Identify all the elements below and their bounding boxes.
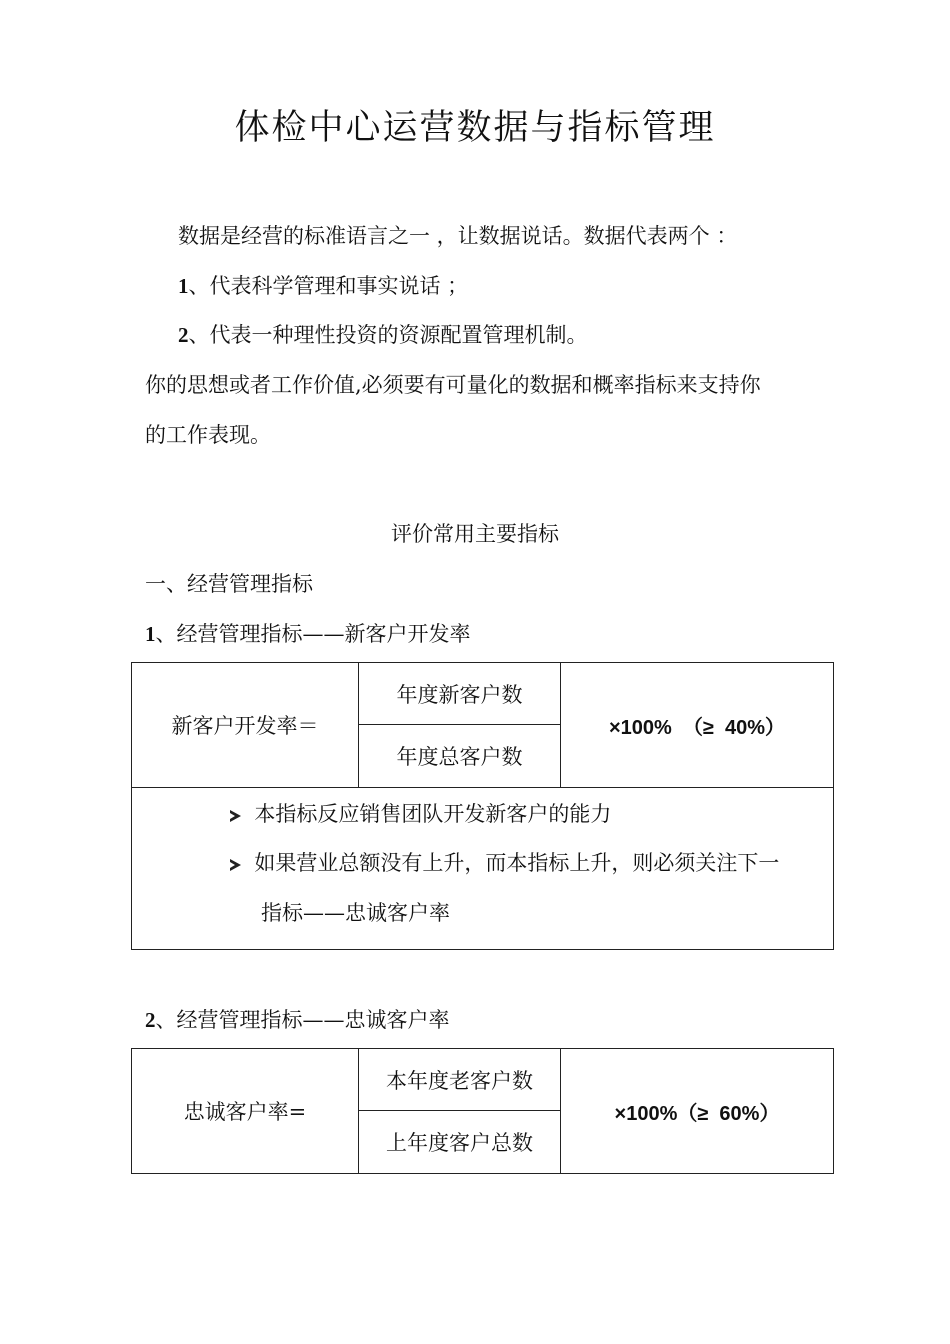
indicator-1-heading [145, 619, 471, 649]
note-text: 如果营业总额没有上升，而本指标上升，则必须关注下一 [254, 851, 780, 875]
formula-ratio: ×100%（≥ 60%） [561, 1049, 834, 1174]
point-1-text: 、代表科学管理和事实说话 ； [188, 274, 469, 298]
category-heading: 一、经营管理指标 [145, 572, 313, 596]
formula-label: 忠诚客户率= [132, 1049, 359, 1174]
note-item [230, 799, 611, 829]
indicator-2-title: 、经营管理指标——忠诚客户率 [155, 1008, 450, 1032]
document-title: 体检中心运营数据与指标管理 [234, 108, 716, 148]
indicator-1-title: 、经营管理指标——新客户开发率 [155, 622, 471, 646]
formula-label: 新客户开发率＝ [132, 663, 359, 788]
formula-numerator: 本年度老客户数 [359, 1049, 561, 1111]
arrow-bullet-icon [230, 810, 241, 822]
indicator-2-heading [145, 1005, 450, 1035]
formula-denominator: 上年度客户总数 [359, 1111, 561, 1174]
indicator-2-formula-table [131, 1048, 834, 1174]
formula-ratio: ×100% （≥ 40%） [561, 663, 834, 788]
point-2-text: 、代表一种理性投资的资源配置管理机制。 [188, 323, 588, 347]
note-item [230, 848, 779, 878]
indicator-2-number: 2 [145, 1008, 156, 1032]
paragraph-line-2: 的工作表现。 [145, 423, 271, 447]
indicator-1-number: 1 [145, 622, 156, 646]
point-1 [178, 271, 468, 301]
section-heading: 评价常用主要指标 [391, 522, 559, 546]
point-1-number: 1 [178, 274, 189, 298]
note-text: 本指标反应销售团队开发新客户的能力 [254, 802, 612, 826]
indicator-1-notes [131, 787, 834, 950]
note-continuation: 指标——忠诚客户率 [261, 901, 450, 925]
formula-numerator: 年度新客户数 [359, 663, 561, 725]
paragraph-line-1: 你的思想或者工作价值,必须要有可量化的数据和概率指标来支持你 [145, 373, 761, 397]
formula-denominator: 年度总客户数 [359, 725, 561, 788]
intro-paragraph: 数据是经营的标准语言之一 ，让数据说话。数据代表两个 ： [178, 224, 738, 248]
point-2-number: 2 [178, 323, 189, 347]
indicator-1-formula-table [131, 662, 834, 788]
arrow-bullet-icon [230, 859, 241, 871]
point-2 [178, 320, 588, 350]
